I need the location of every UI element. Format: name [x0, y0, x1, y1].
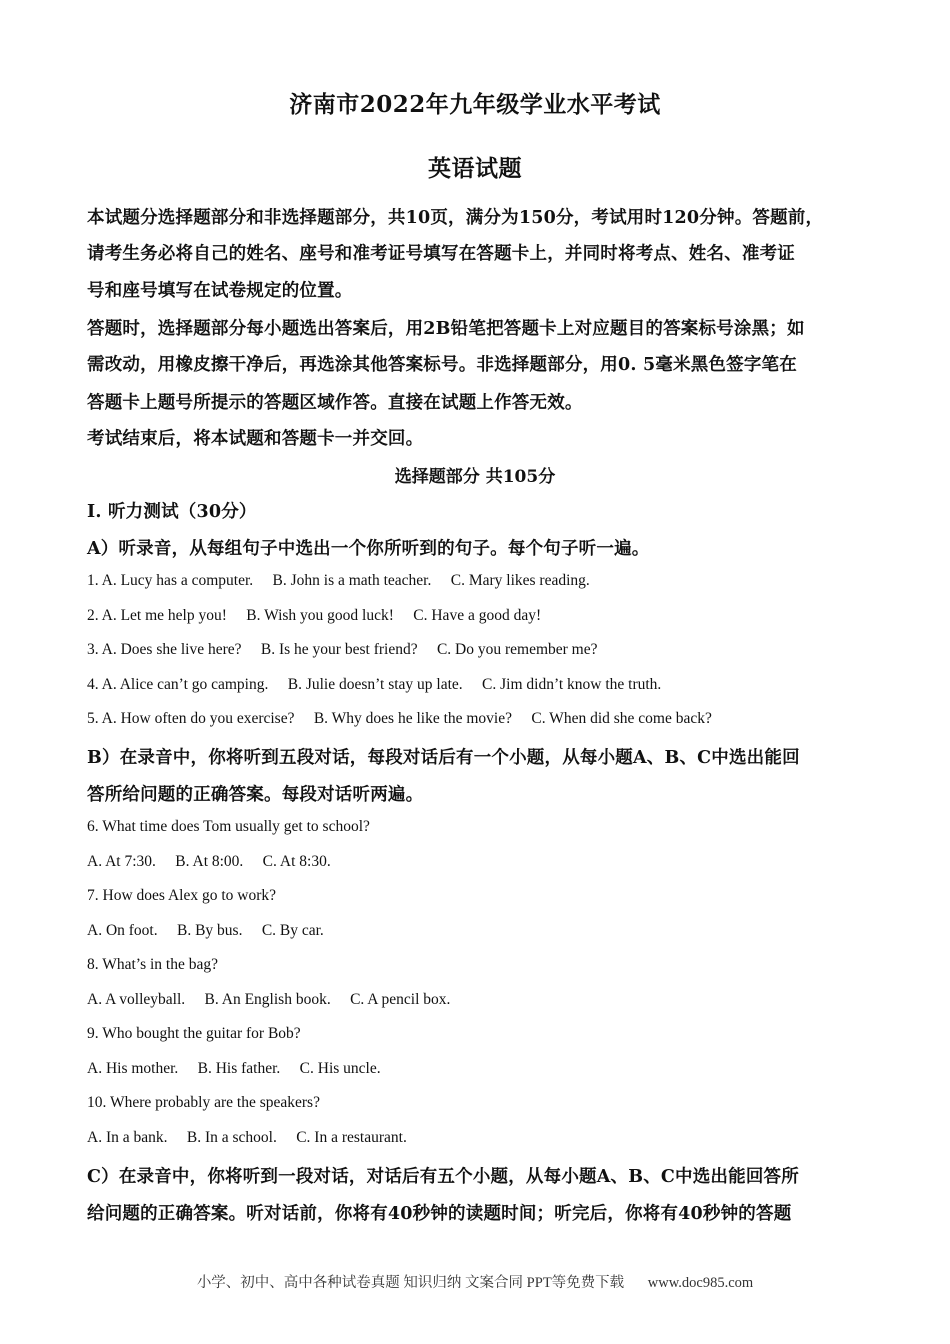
answer-options: A. His mother. B. His father. C. His uncle.	[87, 1060, 381, 1077]
part1-c-heading: 给问题的正确答案。听对话前，你将有40秒钟的读题时间；听完后，你将有40秒钟的答题	[87, 1204, 792, 1224]
instruction-line: 考试结束后，将本试题和答题卡一并交回。	[87, 429, 424, 449]
exam-subtitle: 英语试题	[428, 155, 522, 182]
part1-heading: Ⅰ. 听力测试（30分）	[87, 502, 257, 522]
question-item: 3. A. Does she live here? B. Is he your best friend? C. Do you remember me?	[87, 641, 598, 658]
instruction-line: 需改动，用橡皮擦干净后，再选涂其他答案标号。非选择题部分，用0. 5毫米黑色签字笔在	[87, 355, 797, 375]
answer-options: A. A volleyball. B. An English book. C. A pencil box.	[87, 991, 451, 1008]
part1-b-heading: B）在录音中，你将听到五段对话，每段对话后有一个小题，从每小题A、B、C中选出能回	[87, 748, 800, 768]
footer-link[interactable]: www.doc985.com	[647, 1275, 754, 1291]
section-title: 选择题部分 共105分	[394, 467, 556, 487]
instruction-line: 答题卡上题号所提示的答题区域作答。直接在试题上作答无效。	[87, 393, 583, 413]
question-item: 5. A. How often do you exercise? B. Why does he like the movie? C. When did she come back?	[87, 710, 712, 727]
question-item: 1. A. Lucy has a computer. B. John is a math teacher. C. Mary likes reading.	[87, 572, 590, 589]
question-item: 8. What’s in the bag?	[87, 956, 219, 973]
question-item: 10. Where probably are the speakers?	[87, 1094, 320, 1111]
question-item: 7. How does Alex go to work?	[87, 887, 276, 904]
question-item: 4. A. Alice can’t go camping. B. Julie doesn’t stay up late. C. Jim didn’t know the truth.	[87, 676, 662, 693]
exam-title: 济南市2022年九年级学业水平考试	[289, 91, 661, 118]
page-footer	[0, 1271, 950, 1292]
instruction-line: 本试题分选择题部分和非选择题部分，共10页，满分为150分，考试用时120分钟。答题前，	[87, 208, 824, 228]
part1-b-heading: 答所给问题的正确答案。每段对话听两遍。	[87, 785, 424, 805]
question-item: 9. Who bought the guitar for Bob?	[87, 1025, 301, 1042]
question-item: 6. What time does Tom usually get to school?	[87, 818, 370, 835]
part1-a-heading: A）听录音，从每组句子中选出一个你所听到的句子。每个句子听一遍。	[87, 539, 650, 559]
question-item: 2. A. Let me help you! B. Wish you good luck! C. Have a good day!	[87, 607, 542, 624]
part1-c-heading: C）在录音中，你将听到一段对话，对话后有五个小题，从每小题A、B、C中选出能回答所	[87, 1167, 799, 1187]
instruction-line: 请考生务必将自己的姓名、座号和准考证号填写在答题卡上，并同时将考点、姓名、准考证	[87, 244, 795, 264]
answer-options: A. At 7:30. B. At 8:00. C. At 8:30.	[87, 853, 331, 870]
footer-text: 小学、初中、高中各种试卷真题 知识归纳 文案合同 PPT等免费下载	[196, 1275, 625, 1291]
answer-options: A. On foot. B. By bus. C. By car.	[87, 922, 324, 939]
instruction-line: 答题时，选择题部分每小题选出答案后，用2B铅笔把答题卡上对应题目的答案标号涂黑；如	[87, 319, 805, 339]
answer-options: A. In a bank. B. In a school. C. In a restaurant.	[87, 1129, 407, 1146]
instruction-line: 号和座号填写在试卷规定的位置。	[87, 281, 353, 301]
